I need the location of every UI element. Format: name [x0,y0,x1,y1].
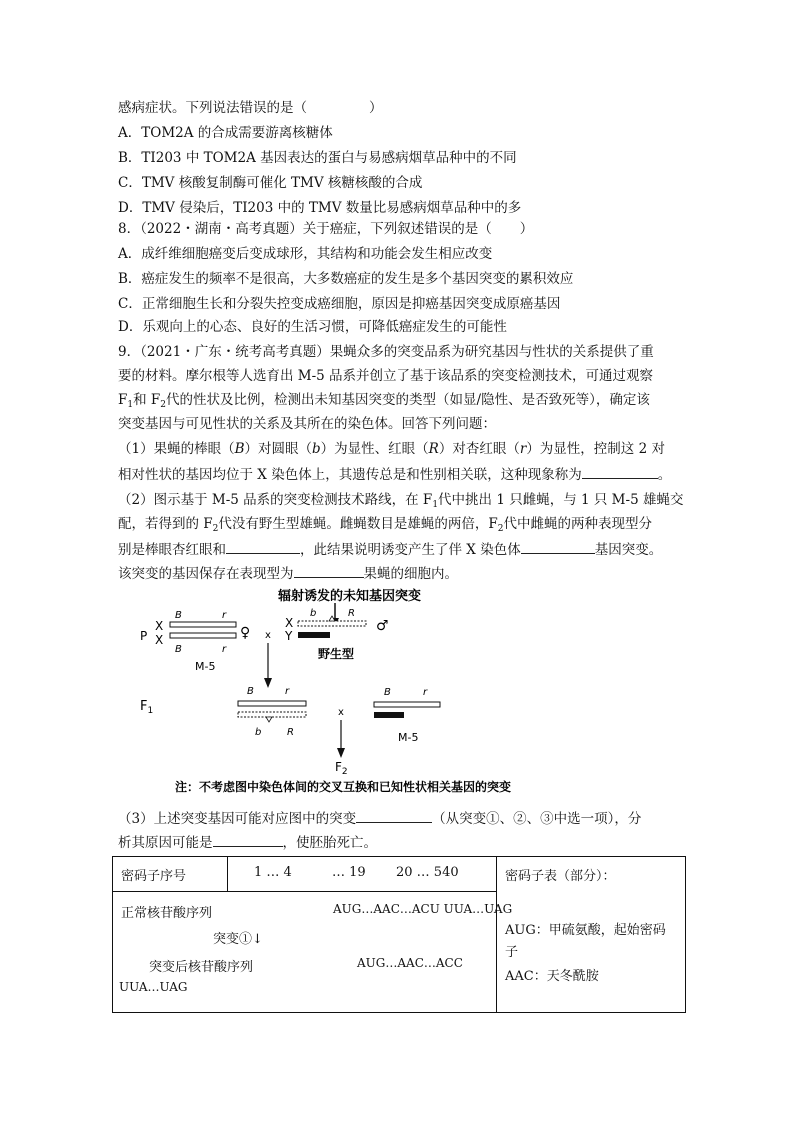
answer-blank[interactable] [356,808,432,823]
option-a: A．TOM2A 的合成需要游离核糖体 [118,125,333,141]
f1-letter: F [140,699,148,714]
female-symbol: ♀ [240,625,251,641]
answer-blank[interactable] [213,832,283,847]
gene-symbol: R [428,441,439,457]
x-chrom-label: X [155,619,164,633]
option-d: D．乐观向上的心态、良好的生活习惯，可降低癌症发生的可能性 [118,319,507,335]
f1-label [140,699,153,716]
gene-r-label: r [222,644,227,655]
m5-label: M-5 [398,731,419,744]
sub-question-2 [118,490,683,515]
sequence-cell [113,892,513,1013]
f2-label [335,760,348,777]
y-chromosome [298,632,330,638]
text-span: （2）图示基于 M-5 品系的突变检测技术路线，在 F [118,492,433,508]
text-span: 和 F [133,392,161,408]
text-span: ）为显性，控制这 2 对 [526,441,665,457]
m5-label: M-5 [195,660,216,673]
p-label: P [140,629,148,643]
mutant-seq: AUG…AAC…ACC [357,956,463,970]
text-span: （1）果蝇的棒眼（ [118,441,235,457]
normal-seq: AUG…AAC…ACU UUA…UAG [333,902,513,916]
f2-letter: F [335,760,342,774]
header-seq-label: 密码子序号 [121,869,187,884]
question-9-stem: 9．（2021・广东・统考高考真题）果蝇众多的突变品系为研究基因与性状的关系提供了重 [118,344,654,360]
male-symbol: ♂ [376,618,389,634]
header-pos-1: 1 … 4 [254,865,292,880]
option-d: D．TMV 侵染后，TI203 中的 TMV 数量比易感病烟草品种中的多 [118,200,522,216]
text-span: 代中挑出 1 只雌蝇，与 1 只 M-5 雄蝇交 [438,492,684,508]
text-line [118,832,377,853]
text-line: 要的材料。摩尔根等人选育出 M-5 品系并创立了基于该品系的突变检测技术，可通过观察 [118,368,654,384]
option-c: C．TMV 核酸复制酶可催化 TMV 核糖核酸的合成 [118,175,423,191]
sub-question-1 [118,439,665,459]
table-header-cell [228,857,497,892]
answer-blank[interactable] [582,464,658,479]
text-span: ）为显性、红眼（ [320,441,429,457]
x-chrom-label: X [155,633,164,647]
diagram-title: 辐射诱发的未知基因突变 [278,589,422,604]
text-span: 该突变的基因保存在表现型为 [118,566,294,582]
question-stem: 感病症状。下列说法错误的是（ [118,100,307,116]
header-pos-3: 20 … 540 [396,865,459,880]
text-span: 配，若得到的 F [118,516,213,532]
wild-type-label: 野生型 [318,647,355,661]
option-b: B．癌症发生的频率不是很高，大多数癌症的发生是多个基因突变的累积效应 [118,271,574,287]
answer-blank[interactable] [521,539,595,554]
codon-entry-aug-cont: 子 [505,945,519,960]
gene-r-label: r [423,687,428,698]
mutant-x-chromosome [238,712,306,717]
gene-r-label: r [285,686,290,697]
sub-question-3 [118,808,641,829]
mutant-x-chromosome [298,621,366,626]
gene-b-label: b [310,608,317,619]
cross-diagram [0,580,800,800]
x-chromosome [170,633,236,638]
x-chromosome [374,702,440,707]
text-span: F [118,392,128,408]
x-chromosome [170,622,236,627]
option-a: A．成纤维细胞癌变后变成球形，其结构和功能会发生相应改变 [118,246,493,262]
gene-r-label: R [348,608,355,619]
arrow-head [264,678,272,688]
text-span: 相对性状的基因均位于 X 染色体上，其遗传总是和性别相关联，这种现象称为 [118,467,582,483]
text-span: ，使胚胎死亡。 [282,835,377,851]
text-line [118,390,650,415]
subscript: 2 [212,524,219,534]
x-chrom-label: X [285,616,294,630]
text-span: 别是棒眼杏红眼和 [118,542,226,558]
option-b: B．TI203 中 TOM2A 基因表达的蛋白与易感病烟草品种中的不同 [118,150,517,166]
table-header-cell [113,857,228,892]
text-line [118,539,662,560]
header-pos-2: … 19 [332,865,366,880]
gene-r-label: r [222,610,227,621]
text-span: （3）上述突变基因可能对应图中的突变 [118,811,357,827]
codon-table-title: 密码子表（部分）： [505,869,616,884]
text-span: 代中雌蝇的两种表现型分 [503,516,653,532]
text-line [118,464,671,485]
answer-blank[interactable] [226,539,300,554]
gene-b-label: B [384,687,391,698]
x-chromosome [238,701,306,706]
option-c: C．正常细胞生长和分裂失控变成癌细胞，原因是抑癌基因突变成原癌基因 [118,296,561,312]
y-chrom-label: Y [285,629,293,643]
codon-table [112,856,686,1013]
q8-text: 8．（2022・湖南・高考真题）关于癌症，下列叙述错误的是（ [118,221,492,237]
text-span: 。 [657,467,672,483]
gene-b-label: B [175,610,182,621]
cross-symbol: x [338,707,344,718]
text-line [118,98,383,118]
text-span: ）对圆眼（ [244,441,313,457]
mutation-1-label: 突变①↓ [213,932,263,947]
f2-subscript: 2 [341,767,348,777]
subscript: 1 [127,400,134,410]
text-span: 析其原因可能是 [118,835,213,851]
text-span: ）对杏红眼（ [438,441,520,457]
codon-entry-aug: AUG：甲硫氨酸，起始密码 [505,923,666,938]
gene-b-label: B [175,644,182,655]
question-8-stem [118,219,533,239]
mutant-seq-cont: UUA…UAG [119,980,188,994]
mutant-seq-label: 突变后核苷酸序列 [149,960,254,975]
gene-symbol: b [312,441,321,457]
codon-table-cell [497,857,686,1013]
text-line: 突变基因与可见性状的关系及其所在的染色体。回答下列问题： [118,416,496,432]
gene-symbol: r [519,441,527,457]
codon-entry-aac: AAC：天冬酰胺 [505,969,599,984]
text-line [118,514,652,539]
y-chromosome [374,712,404,718]
text-span: 代的性状及比例，检测出未知基因突变的类型（如显/隐性、是否致死等），确定该 [166,392,650,408]
normal-seq-label: 正常核苷酸序列 [121,906,213,921]
text-span: 基因突变。 [594,542,663,558]
gene-r-label: R [287,727,294,738]
gene-symbol: B [234,441,245,457]
paren-close: ） [519,221,534,237]
text-span: 代没有野生型雄蝇。雌蝇数目是雄蝇的两倍，F [218,516,498,532]
diagram-note: 注：不考虑图中染色体间的交叉互换和已知性状相关基因的突变 [175,780,512,794]
text-span: 果蝇的细胞内。 [363,566,458,582]
text-span: ，此结果说明诱变产生了伴 X 染色体 [300,542,521,558]
text-span: （从突变①、②、③中选一项），分 [432,811,642,827]
cross-symbol: x [265,630,271,641]
gene-b-label: b [255,727,262,738]
subscript: 1 [432,500,439,510]
f1-subscript: 1 [147,706,154,716]
subscript: 2 [497,524,504,534]
gene-b-label: B [247,686,254,697]
paren-close: ） [369,100,383,116]
answer-blank[interactable] [294,563,364,578]
arrow-head [337,748,345,758]
subscript: 2 [160,400,167,410]
mutation-mark [266,717,272,722]
